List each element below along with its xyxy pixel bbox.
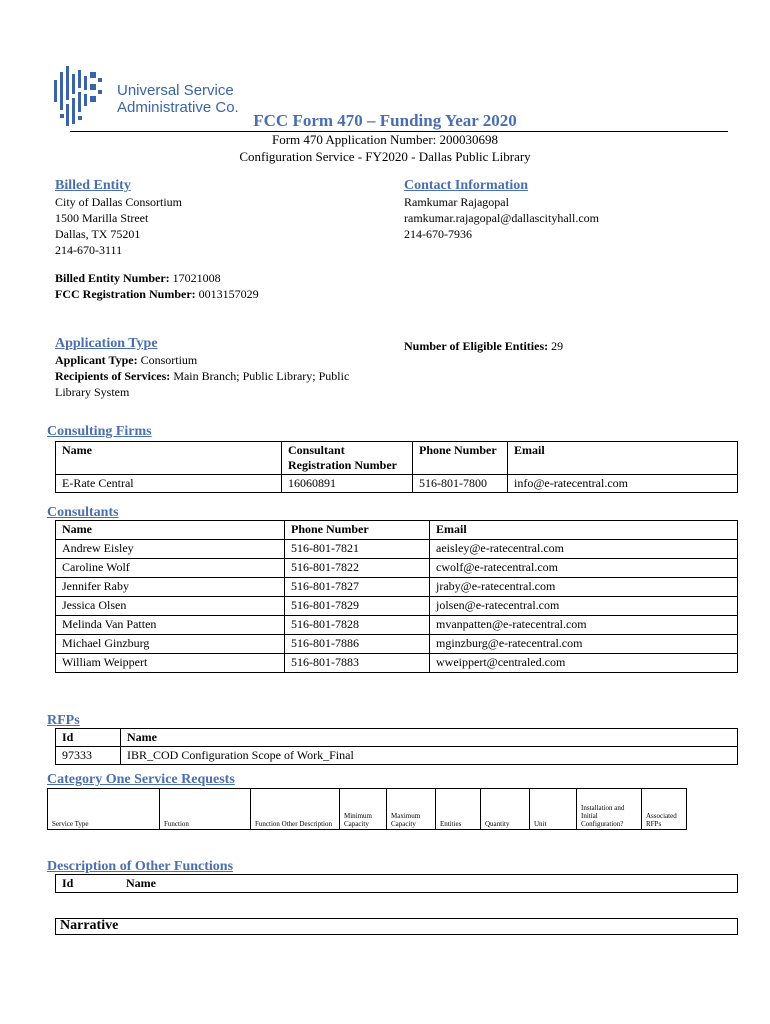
column-header: Function [160, 789, 251, 830]
narrative-box [55, 918, 738, 935]
category-one-table [47, 788, 687, 830]
eligible-entities [404, 338, 744, 354]
rfp-name: IBR_COD Configuration Scope of Work_Final [121, 747, 738, 765]
eligible-entities-value: 29 [551, 339, 564, 353]
consultant-name: William Weippert [56, 654, 285, 673]
column-header: Phone Number [413, 442, 508, 475]
table-row [56, 635, 738, 654]
rfp-id: 97333 [56, 747, 121, 765]
table-header-row [56, 442, 738, 475]
rfps-table [55, 728, 738, 765]
column-header: Maximum Capacity [387, 789, 436, 830]
consulting-firms-table [55, 441, 738, 493]
application-number-line: Form 470 Application Number: 200030698 [271, 132, 499, 147]
column-header: Function Other Description [251, 789, 340, 830]
column-header: Email [430, 521, 738, 540]
column-header: Email [508, 442, 738, 475]
billed-entity-number-label: Billed Entity Number: [55, 271, 170, 285]
eligible-entities-label: Number of Eligible Entities: [404, 339, 549, 353]
fcc-registration-value: 0013157029 [198, 287, 259, 301]
consultant-name: Caroline Wolf [56, 559, 285, 578]
table-row [56, 578, 738, 597]
other-functions-heading: Description of Other Functions [47, 859, 234, 874]
table-row [56, 654, 738, 673]
application-type-heading: Application Type [55, 336, 158, 351]
column-header: Id [62, 876, 74, 890]
column-header: Associated RFPs [642, 789, 687, 830]
table-header-row [56, 729, 738, 747]
fcc-registration-label: FCC Registration Number: [55, 287, 196, 301]
consultant-name: Jessica Olsen [56, 597, 285, 616]
column-header: Unit [530, 789, 577, 830]
table-header-row [48, 789, 687, 830]
column-header: Service Type [48, 789, 160, 830]
billed-entity-line: 214-670-3111 [55, 243, 123, 257]
consultant-phone: 516-801-7828 [285, 616, 430, 635]
contact-heading: Contact Information [404, 178, 529, 193]
contact-line: 214-670-7936 [404, 227, 472, 241]
column-header: Entities [436, 789, 481, 830]
consultant-email: cwolf@e-ratecentral.com [430, 559, 738, 578]
consultant-phone: 516-801-7821 [285, 540, 430, 559]
table-row [56, 540, 738, 559]
firm-email: info@e-ratecentral.com [508, 475, 738, 493]
firm-name: E-Rate Central [56, 475, 282, 493]
table-row [56, 475, 738, 493]
applicant-type-label: Applicant Type: [55, 353, 138, 367]
firm-registration-number: 16060891 [282, 475, 413, 493]
billed-entity-heading: Billed Entity [55, 178, 131, 193]
consultant-email: mginzburg@e-ratecentral.com [430, 635, 738, 654]
consultant-name: Jennifer Raby [56, 578, 285, 597]
consultant-phone: 516-801-7886 [285, 635, 430, 654]
column-header: Consultant Registration Number [282, 442, 413, 475]
category-one-heading: Category One Service Requests [47, 772, 235, 787]
consultant-phone: 516-801-7829 [285, 597, 430, 616]
contact-section [404, 178, 744, 242]
column-header: Name [56, 442, 282, 475]
contact-line: ramkumar.rajagopal@dallascityhall.com [404, 211, 599, 225]
billed-entity-line: Dallas, TX 75201 [55, 227, 141, 241]
applicant-type-value: Consortium [140, 353, 198, 367]
consultant-name: Andrew Eisley [56, 540, 285, 559]
consultant-email: jraby@e-ratecentral.com [430, 578, 738, 597]
org-name-line2: Administrative Co. [117, 99, 239, 116]
firm-phone: 516-801-7800 [413, 475, 508, 493]
configuration-line: Configuration Service - FY2020 - Dallas Public Library [239, 149, 531, 164]
consulting-firms-heading: Consulting Firms [47, 424, 152, 439]
form-title: FCC Form 470 – Funding Year 2020 [253, 111, 517, 130]
column-header: Quantity [481, 789, 530, 830]
billed-entity-line: City of Dallas Consortium [55, 195, 182, 209]
consultant-phone: 516-801-7822 [285, 559, 430, 578]
column-header: Name [56, 521, 285, 540]
application-type-section [55, 336, 375, 400]
table-row [56, 747, 738, 765]
consultant-email: mvanpatten@e-ratecentral.com [430, 616, 738, 635]
consultant-phone: 516-801-7827 [285, 578, 430, 597]
table-row [56, 597, 738, 616]
billed-entity-number-value: 17021008 [172, 271, 221, 285]
column-header: Phone Number [285, 521, 430, 540]
consultants-heading: Consultants [47, 505, 119, 520]
org-name-line1: Universal Service [117, 82, 234, 99]
column-header: Minimum Capacity [340, 789, 387, 830]
consultant-email: wweippert@centraled.com [430, 654, 738, 673]
rfps-heading: RFPs [47, 713, 80, 728]
table-row [56, 559, 738, 578]
consultant-name: Michael Ginzburg [56, 635, 285, 654]
consultants-table [55, 520, 738, 673]
consultant-phone: 516-801-7883 [285, 654, 430, 673]
consultant-email: aeisley@e-ratecentral.com [430, 540, 738, 559]
table-row [56, 616, 738, 635]
narrative-heading: Narrative [60, 918, 119, 933]
recipients-value: Main Branch; Public Library; Public Library System [55, 369, 350, 399]
other-functions-table [55, 874, 738, 893]
consultant-email: jolsen@e-ratecentral.com [430, 597, 738, 616]
entity-numbers [55, 270, 555, 302]
table-header-row [56, 521, 738, 540]
recipients-label: Recipients of Services: [55, 369, 171, 383]
column-header: Id [56, 729, 121, 747]
column-header: Name [127, 730, 157, 744]
consultant-name: Melinda Van Patten [56, 616, 285, 635]
contact-line: Ramkumar Rajagopal [404, 195, 509, 209]
table-header-row [56, 875, 738, 893]
billed-entity-line: 1500 Marilla Street [55, 211, 149, 225]
column-header: Installation and Initial Configuration? [577, 789, 642, 830]
column-header: Name [126, 876, 156, 890]
billed-entity-section [55, 178, 375, 258]
